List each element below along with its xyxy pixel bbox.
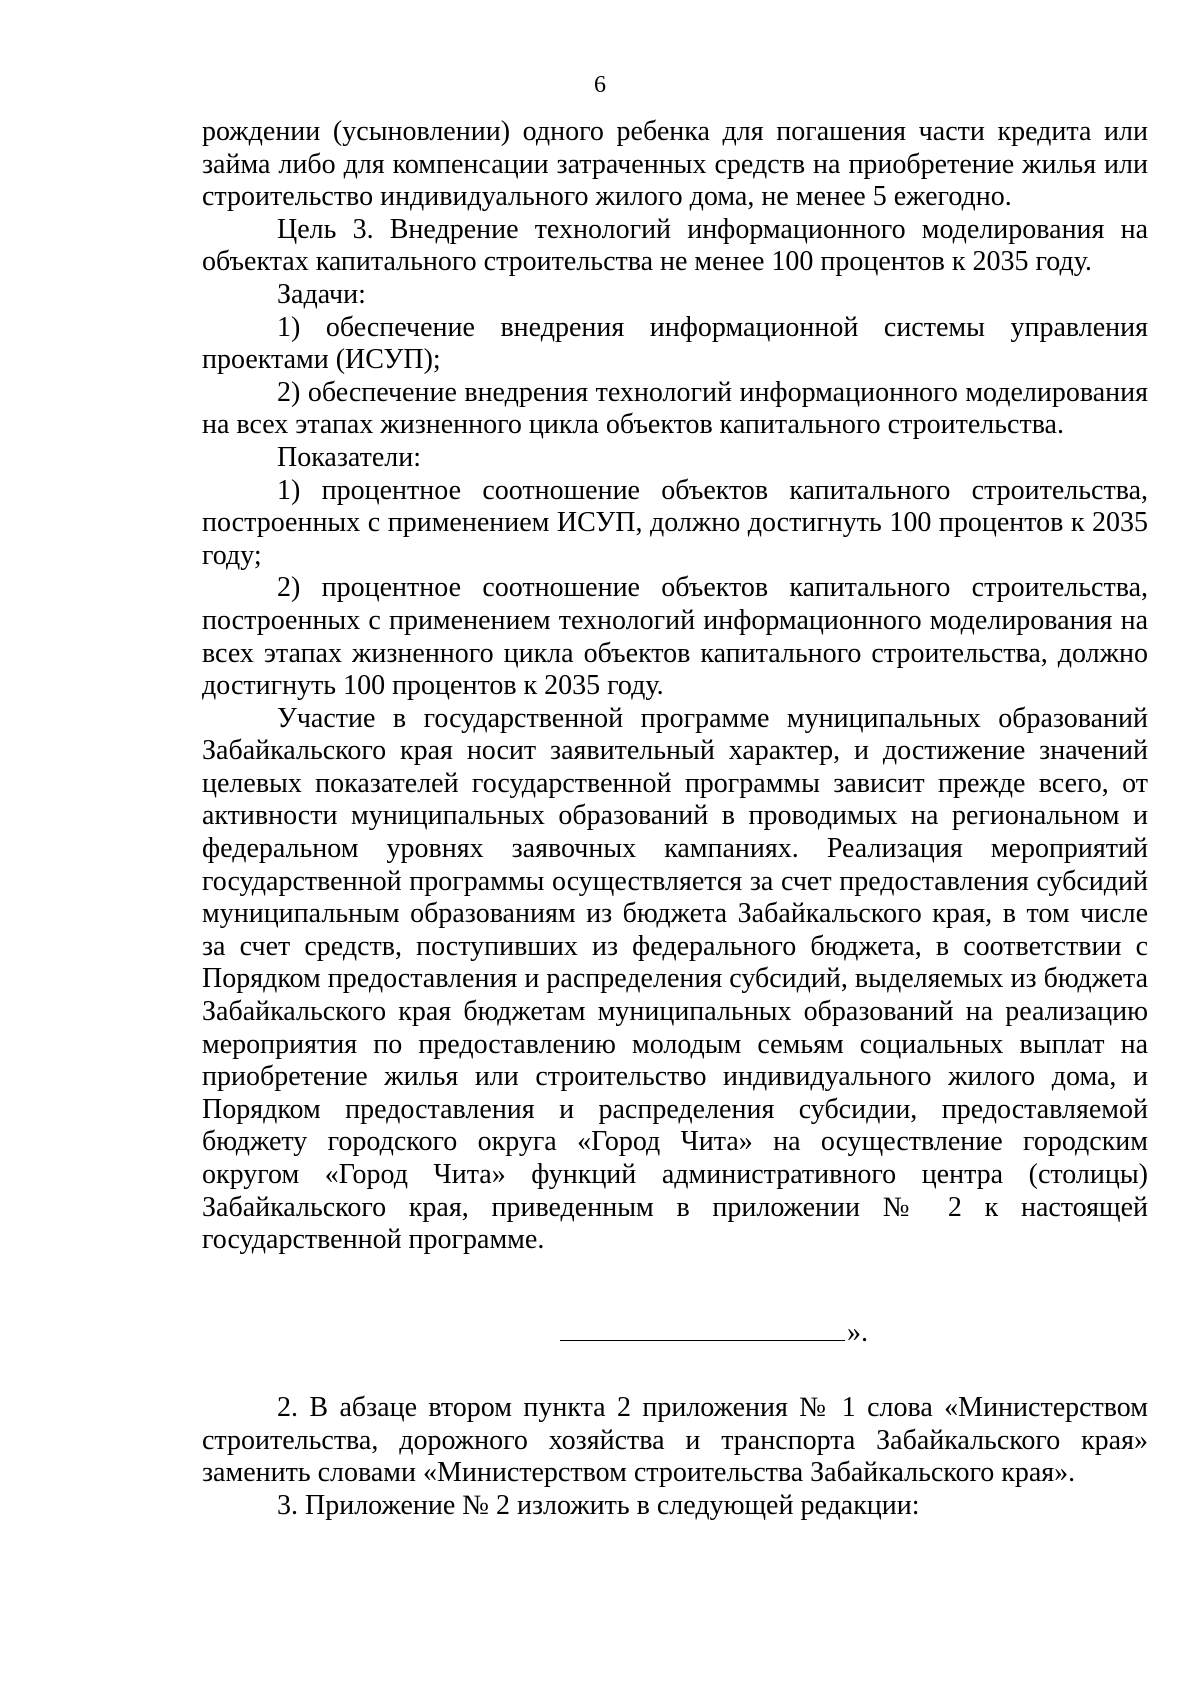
paragraph-indicators-heading: Показатели: [277, 441, 421, 473]
paragraph-participation: Участие в государственной программе муниципальных образований Забайкальского края носит заявительный характер, и достижение значений целевых показателей государственной программы зависит прежде всего, от активности муниципальных образований в проводимых на региональном и федеральном уровнях заявочных кампаниях. Реализация мероприятий государственной программы осуществляется за счет предоставления субсидий муниципальным образованиям из бюджета Забайкальского края, в том числе за счет средств, поступивших из федерального бюджета, в соответствии с Порядком предоставления и распределения субсидий, выделяемых из бюджета Забайкальского края бюджетам муниципальных образований на реализацию мероприятия по предоставлению молодым семьям социальных выплат на приобретение жилья или строительство индивидуального жилого дома, и Порядком предоставления и распределения субсидии, предоставляемой бюджету городского округа «Город Чита» на осуществление городским округом «Город Чита» функций административного центра (столицы) Забайкальского края, приведенным в приложении № 2 к настоящей государственной программе. [202, 702, 1148, 1256]
paragraph-goal-3: Цель 3. Внедрение технологий информационного моделирования на объектах капитального строительства не менее 100 процентов к 2035 году. [202, 213, 1148, 278]
closing-line [560, 1317, 868, 1349]
paragraph-indicator-1: 1) процентное соотношение объектов капитального строительства, построенных с применением ИСУП, должно достигнуть 100 процентов к 2035 году; [202, 474, 1148, 571]
closing-rule [560, 1339, 845, 1341]
closing-quote: ». [847, 1317, 868, 1348]
amendment-item-2: 2. В абзаце втором пункта 2 приложения № 1 слова «Министерством строительства, дорожного хозяйства и транспорта Забайкальского края» заменить словами «Министерством строительства Забайкальского края». [202, 1392, 1148, 1489]
amendment-item-3: 3. Приложение № 2 изложить в следующей редакции: [277, 1489, 920, 1521]
paragraph-task-2: 2) обеспечение внедрения технологий информационного моделирования на всех этапах жизненного цикла объектов капитального строительства. [202, 376, 1148, 441]
body-text [202, 116, 1148, 1257]
paragraph-tasks-heading: Задачи: [277, 278, 366, 310]
paragraph-indicator-2: 2) процентное соотношение объектов капитального строительства, построенных с применением технологий информационного моделирования на всех этапах жизненного цикла объектов капитального строительства, должно достигнуть 100 процентов к 2035 году. [202, 572, 1148, 702]
page-number: 6 [594, 72, 606, 98]
paragraph-task-1: 1) обеспечение внедрения информационной системы управления проектами (ИСУП); [202, 311, 1148, 376]
paragraph-continuation: рождении (усыновлении) одного ребенка для погашения части кредита или займа либо для компенсации затраченных средств на приобретение жилья или строительство индивидуального жилого дома, не менее 5 ежегодно. [202, 116, 1148, 213]
amendments [202, 1392, 1148, 1522]
